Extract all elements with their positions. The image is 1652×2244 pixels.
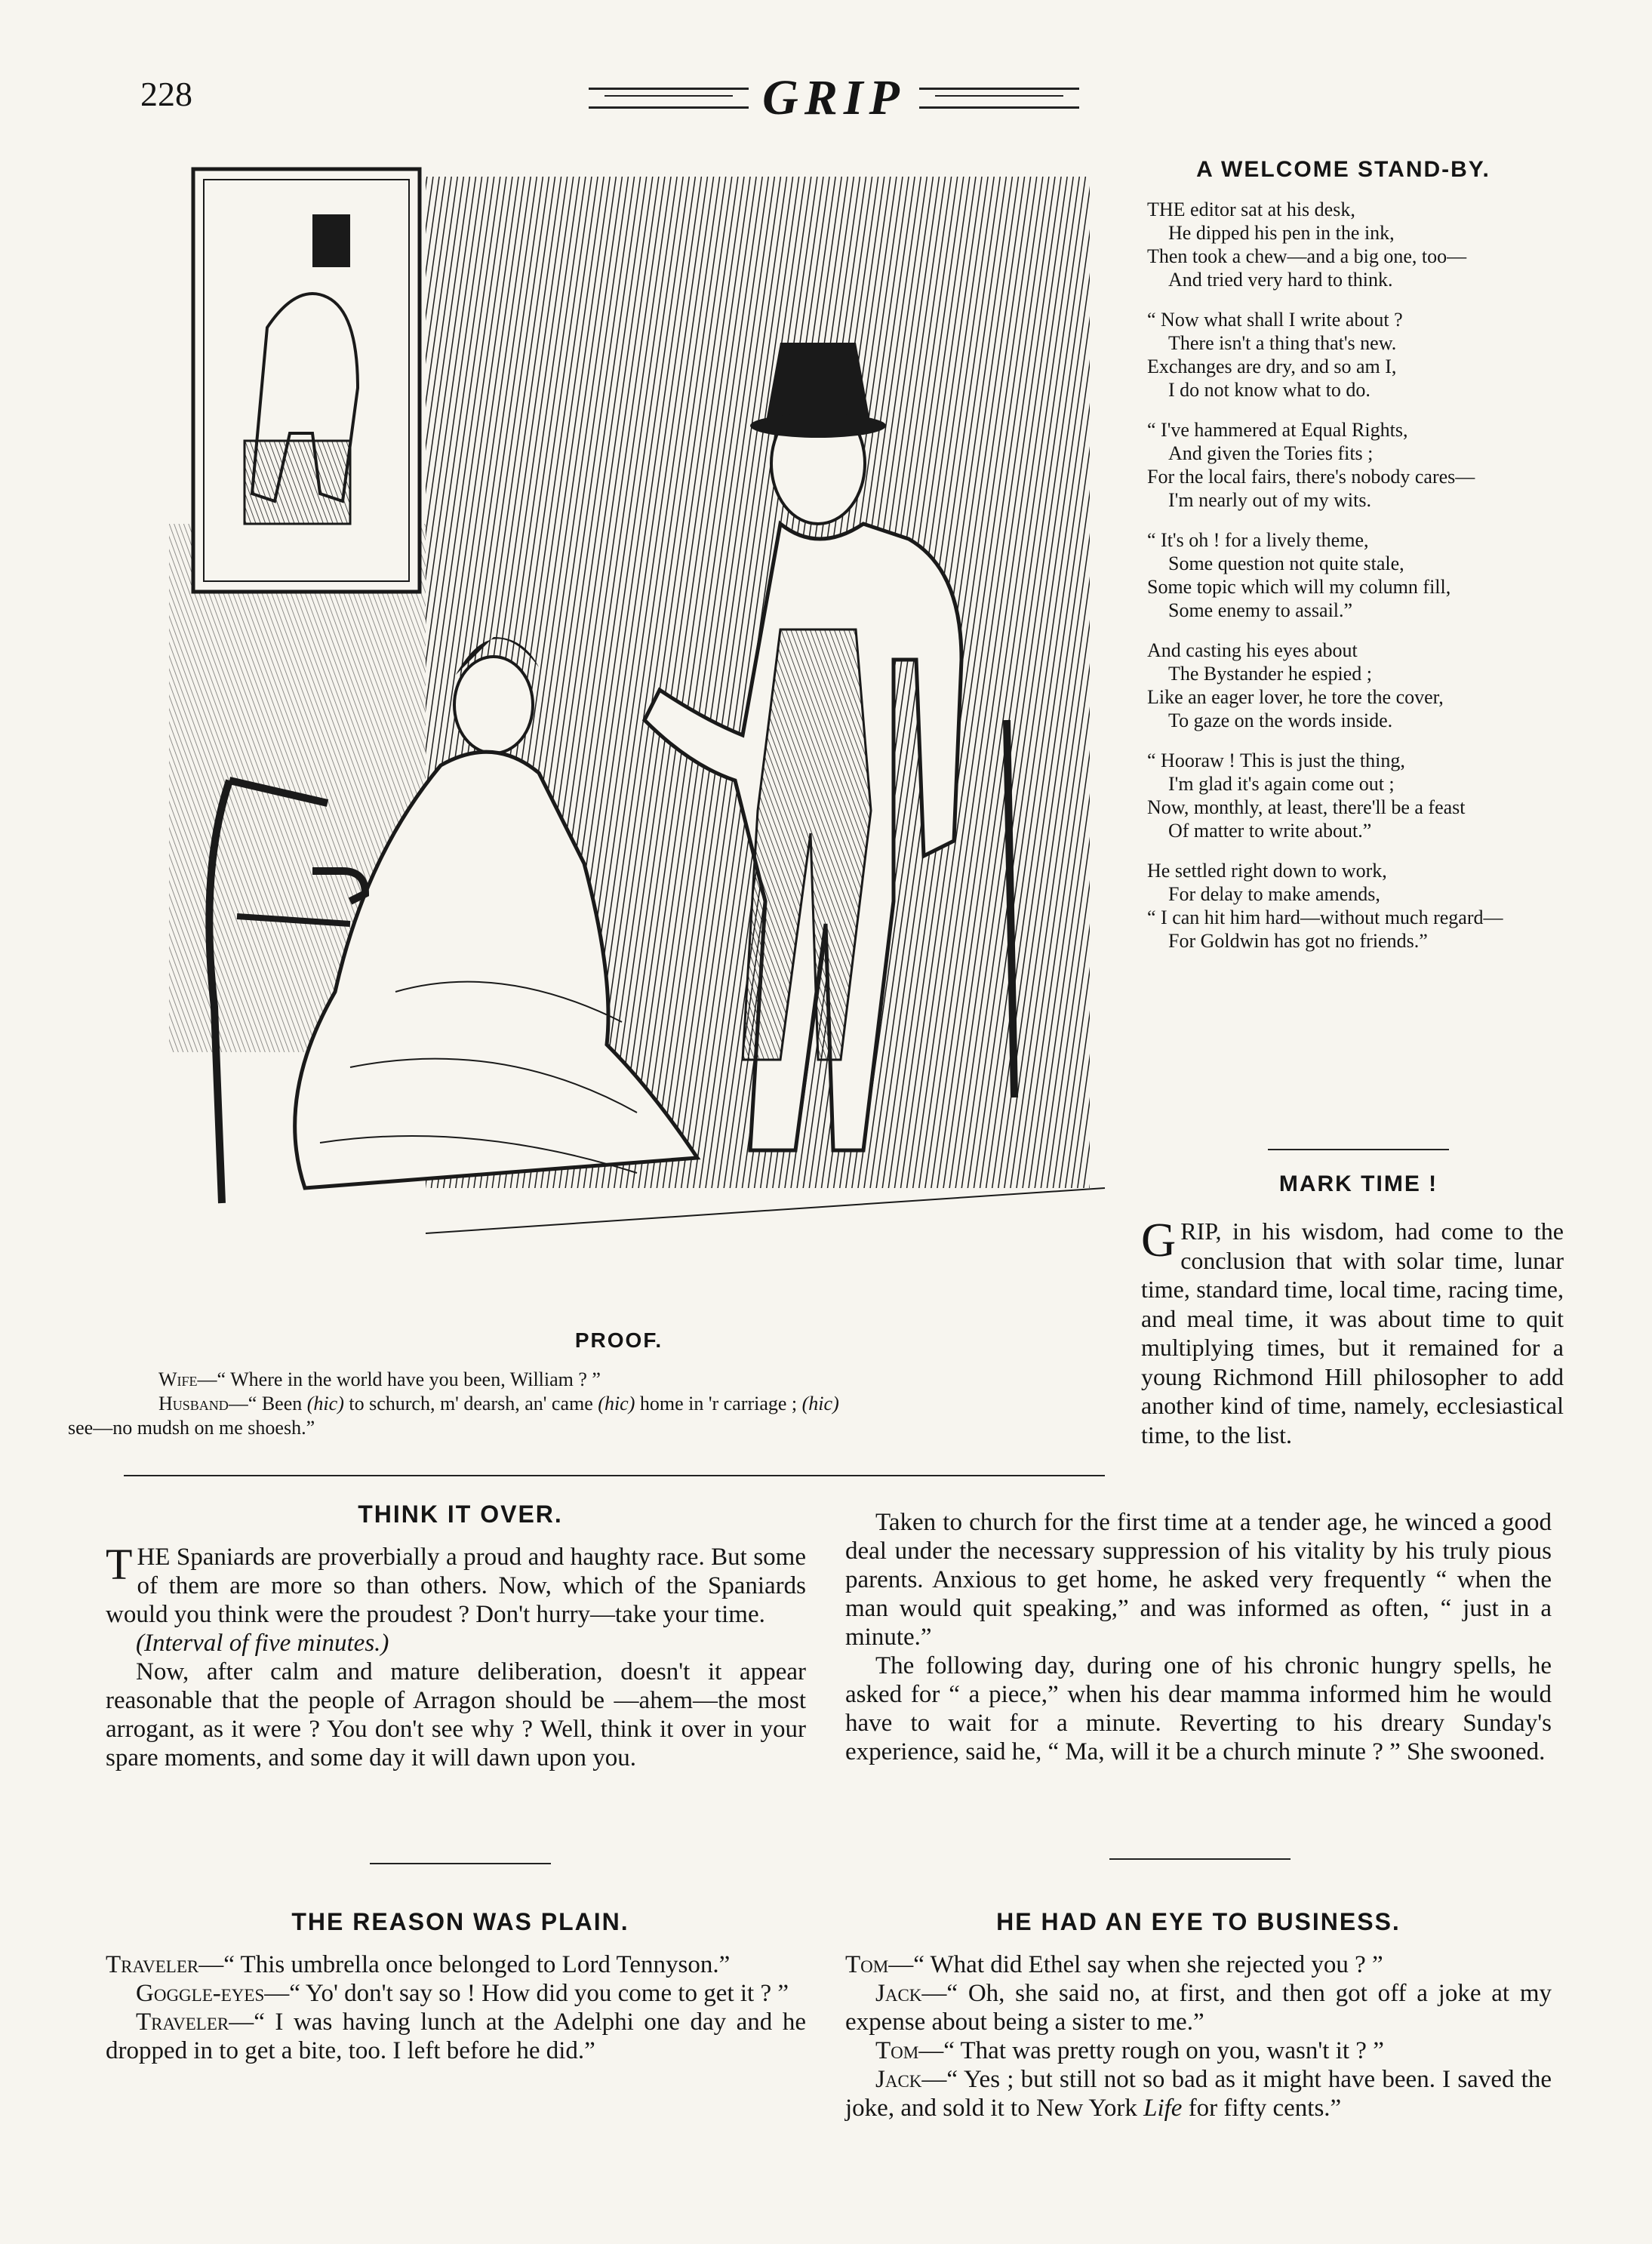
poem-line: And casting his eyes about: [1147, 639, 1358, 661]
husband-dialogue-c: home in 'r carriage ;: [635, 1393, 802, 1414]
reason-text-3: —“ I was having lunch at the Adelphi one day and he dropped in to get a bite, too. I left before he did.”: [106, 2009, 806, 2064]
divider-think: [370, 1863, 551, 1864]
poem-line: Some question not quite stale,: [1168, 553, 1404, 574]
welcome-title: A WELCOME STAND-BY.: [1196, 157, 1490, 182]
illustration-proof: [124, 162, 1114, 1309]
eye-text-4b: for fifty cents.”: [1182, 2095, 1342, 2122]
poem-line: “ Hooraw ! This is just the thing,: [1147, 750, 1405, 771]
caption-husband-line-2: see—no mudsh on me shoesh.”: [68, 1417, 315, 1439]
mark-time-p3: The following day, during one of his chronic hungry spells, he asked for “ a piece,” when his dear mamma informed him he would have to wait for a minute. Reverting to his dreary Sunday's experience, said he, “ Ma, will it be a church minute ? ” She swooned.: [845, 1652, 1552, 1765]
caption-wife-line: [158, 1368, 1140, 1392]
poem-line: For Goldwin has got no friends.”: [1168, 930, 1428, 952]
poem-line: THE editor sat at his desk,: [1147, 199, 1355, 220]
speaker-jack-2: Jack: [875, 2066, 922, 2093]
poem-line: I'm glad it's again come out ;: [1168, 773, 1395, 795]
poem-line: “ I can hit him hard—without much regard—: [1147, 907, 1503, 928]
speaker-traveler-1: Traveler: [106, 1951, 199, 1978]
poem-line: Then took a chew—and a big one, too—: [1147, 245, 1467, 267]
speaker-tom-1: Tom: [845, 1951, 889, 1978]
illustration-title: PROOF.: [574, 1328, 663, 1352]
dropcap-g: G: [1141, 1213, 1177, 1267]
poem-line: He dipped his pen in the ink,: [1168, 222, 1395, 244]
eye-line-1: [845, 1950, 1552, 1979]
poem-stanza: [1147, 639, 1570, 732]
mark-time-p2: Taken to church for the first time at a tender age, he winced a good deal under the necessary suppression of his vitality by his truly pious parents. Anxious to get home, he asked very frequently “ when the man would quit speaking,” and was informed as often, “ just in a minute.”: [845, 1509, 1552, 1651]
poem-line: “ Now what shall I write about ?: [1147, 309, 1403, 331]
speaker-traveler-2: Traveler: [136, 2009, 229, 2036]
hic-3: (hic): [801, 1393, 839, 1414]
eye-line-4: [845, 2065, 1552, 2122]
poem-line: Exchanges are dry, and so am I,: [1147, 356, 1397, 377]
masthead-rule-right: [919, 88, 1079, 109]
divider-welcome: [1268, 1149, 1449, 1150]
masthead: [589, 68, 1079, 128]
think-it-over-interval: (Interval of five minutes.): [136, 1630, 389, 1657]
speaker-jack-1: Jack: [875, 1980, 922, 2007]
poem-stanza: [1147, 528, 1570, 622]
divider-mark-time: [1109, 1858, 1291, 1860]
mark-time-text-1: RIP, in his wisdom, had come to the conclusion that with solar time, lunar time, standard time, local time, racing time, and meal time, it was about time to quit multiplying times, but it remained for a young Richmond Hill philosopher to add another kind of time, namely, ecclesiastical time, to the list.: [1141, 1217, 1564, 1448]
think-it-over-text-1: HE Spaniards are proverbially a proud and haughty race. But some of them are more so than others. Now, which of the Spaniards would you think were the proudest ? Don't hurry—take your time.: [106, 1544, 806, 1628]
poem-stanza: [1147, 749, 1570, 842]
speaker-goggle-eyes: Goggle-eyes: [136, 1980, 265, 2007]
speaker-wife: Wife: [158, 1368, 198, 1390]
eye-line-3: [845, 2036, 1552, 2065]
reason-text-1: —“ This umbrella once belonged to Lord Tennyson.”: [198, 1951, 731, 1978]
reason-line-1: [106, 1950, 806, 1979]
speaker-husband: Husband: [158, 1393, 229, 1414]
husband-dialogue-a: —“ Been: [228, 1393, 307, 1414]
caption-husband-line: [158, 1392, 1140, 1416]
reason-text-2: —“ Yo' don't say so ! How did you come to get it ? ”: [264, 1980, 789, 2007]
mark-time-continuation: [845, 1508, 1552, 1766]
poem-line: “ I've hammered at Equal Rights,: [1147, 419, 1408, 441]
eye-text-2: —“ Oh, she said no, at first, and then got off a joke at my expense about being a sister to me.”: [845, 1980, 1552, 2036]
think-it-over-title: THINK IT OVER.: [358, 1501, 563, 1528]
poem-line: He settled right down to work,: [1147, 860, 1387, 882]
hic-1: (hic): [306, 1393, 344, 1414]
poem-line: For the local fairs, there's nobody cares—: [1147, 466, 1475, 488]
divider-under-caption: [124, 1475, 1105, 1476]
eye-title: HE HAD AN EYE TO BUSINESS.: [996, 1908, 1401, 1935]
reason-line-2: [106, 1979, 806, 2008]
poem-line: There isn't a thing that's new.: [1168, 332, 1397, 354]
eye-text-3: —“ That was pretty rough on you, wasn't it ? ”: [918, 2037, 1384, 2064]
eye-text-life: Life: [1143, 2095, 1183, 2122]
masthead-title: GRIP: [762, 70, 906, 125]
think-it-over-p1: [106, 1540, 806, 1629]
poem-stanza: [1147, 418, 1570, 512]
welcome-poem: [1147, 198, 1570, 969]
husband-dialogue-b: to schurch, m' dearsh, an' came: [343, 1393, 598, 1414]
think-it-over-body: [106, 1540, 806, 1772]
poem-line: And given the Tories fits ;: [1168, 442, 1374, 464]
poem-line: I'm nearly out of my wits.: [1168, 489, 1371, 511]
eye-text-1: —“ What did Ethel say when she rejected you ? ”: [888, 1951, 1383, 1978]
speaker-tom-2: Tom: [875, 2037, 919, 2064]
poem-stanza: [1147, 198, 1570, 291]
poem-line: Now, monthly, at least, there'll be a feast: [1147, 796, 1466, 818]
poem-line: I do not know what to do.: [1168, 379, 1371, 401]
poem-stanza: [1147, 308, 1570, 402]
think-it-over-p2: Now, after calm and mature deliberation, doesn't it appear reasonable that the people of Arragon should be —ahem—the most arrogant, as it were ? You don't see why ? Well, think it over in your spare moments, and some day it will dawn upon you.: [106, 1658, 806, 1771]
illustration-caption: [68, 1368, 1140, 1440]
poem-line: Some topic which will my column fill,: [1147, 576, 1451, 598]
poem-line: The Bystander he espied ;: [1168, 663, 1373, 685]
poem-line: Some enemy to assail.”: [1168, 599, 1353, 621]
eye-text-4a: —“ Yes ; but still not so bad as it might have been. I saved the joke, and sold it to New York: [845, 2066, 1552, 2122]
eye-body: [845, 1950, 1552, 2122]
reason-body: [106, 1950, 806, 2065]
poem-line: “ It's oh ! for a lively theme,: [1147, 529, 1369, 551]
dropcap-t: T: [106, 1540, 133, 1589]
reason-title: THE REASON WAS PLAIN.: [291, 1908, 629, 1935]
page-number: 228: [140, 75, 192, 113]
wife-dialogue: —“ Where in the world have you been, William ? ”: [197, 1368, 601, 1390]
poem-line: Like an eager lover, he tore the cover,: [1147, 686, 1444, 708]
eye-line-2: [845, 1979, 1552, 2036]
engraving-image: [124, 162, 1114, 1309]
reason-line-3: [106, 2008, 806, 2065]
poem-stanza: [1147, 859, 1570, 953]
mark-time-title: MARK TIME !: [1278, 1171, 1438, 1196]
poem-line: To gaze on the words inside.: [1168, 710, 1393, 731]
masthead-rule-left: [589, 88, 749, 109]
mark-time-p1: [1141, 1213, 1564, 1449]
poem-line: Of matter to write about.”: [1168, 820, 1372, 842]
hic-2: (hic): [598, 1393, 635, 1414]
poem-line: And tried very hard to think.: [1168, 269, 1393, 291]
poem-line: For delay to make amends,: [1168, 883, 1380, 905]
